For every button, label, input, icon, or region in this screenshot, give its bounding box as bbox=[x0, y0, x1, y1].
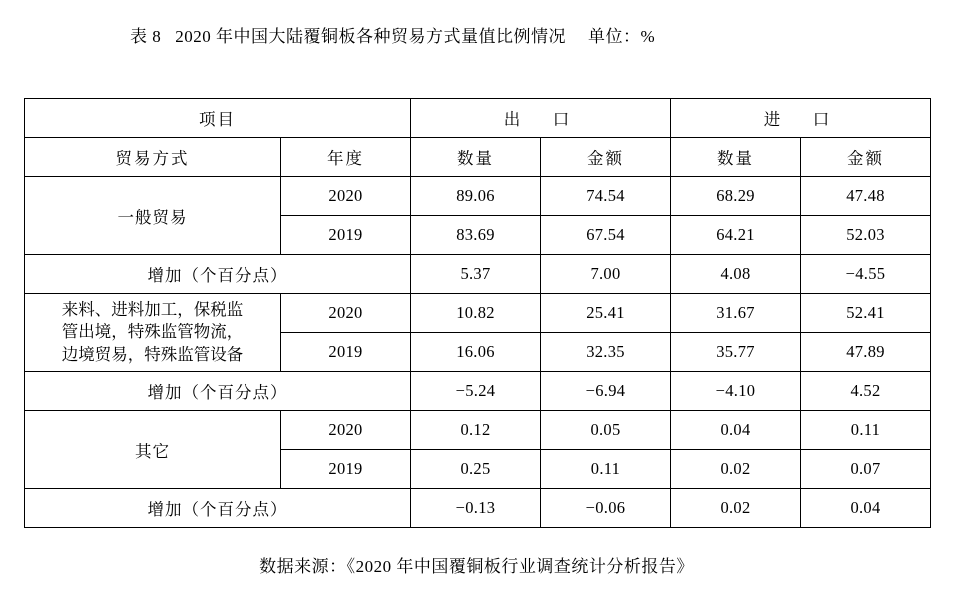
header-item: 项目 bbox=[25, 99, 411, 138]
group-label-line-1: 来料、进料加工，保税监 bbox=[61, 300, 244, 320]
increase-import-qty: 0.02 bbox=[671, 489, 801, 528]
cell-import-value: 0.07 bbox=[801, 450, 931, 489]
increase-import-value: 0.04 bbox=[801, 489, 931, 528]
table-row-increase bbox=[25, 489, 931, 528]
header-import-value: 金额 bbox=[801, 138, 931, 177]
table-caption bbox=[130, 22, 655, 47]
table-row bbox=[25, 177, 931, 216]
increase-import-value: −4.55 bbox=[801, 255, 931, 294]
table-number: 表 8 bbox=[130, 27, 162, 46]
cell-import-qty: 0.02 bbox=[671, 450, 801, 489]
group-label-other: 其它 bbox=[25, 411, 281, 489]
cell-export-qty: 0.25 bbox=[411, 450, 541, 489]
cell-import-value: 47.48 bbox=[801, 177, 931, 216]
increase-export-qty: −0.13 bbox=[411, 489, 541, 528]
cell-export-value: 74.54 bbox=[541, 177, 671, 216]
cell-export-qty: 10.82 bbox=[411, 294, 541, 333]
cell-export-qty: 16.06 bbox=[411, 333, 541, 372]
cell-import-qty: 31.67 bbox=[671, 294, 801, 333]
table-header-row-2 bbox=[25, 138, 931, 177]
header-export-qty: 数量 bbox=[411, 138, 541, 177]
cell-export-value: 67.54 bbox=[541, 216, 671, 255]
cell-year: 2019 bbox=[281, 216, 411, 255]
cell-import-qty: 35.77 bbox=[671, 333, 801, 372]
cell-import-value: 52.41 bbox=[801, 294, 931, 333]
header-import: 进 口 bbox=[671, 99, 931, 138]
cell-import-qty: 68.29 bbox=[671, 177, 801, 216]
cell-export-value: 32.35 bbox=[541, 333, 671, 372]
cell-import-value: 52.03 bbox=[801, 216, 931, 255]
cell-year: 2020 bbox=[281, 177, 411, 216]
cell-year: 2019 bbox=[281, 333, 411, 372]
increase-export-qty: 5.37 bbox=[411, 255, 541, 294]
cell-export-qty: 0.12 bbox=[411, 411, 541, 450]
table-row bbox=[25, 411, 931, 450]
table-header-row-1 bbox=[25, 99, 931, 138]
data-table bbox=[24, 98, 931, 528]
increase-label: 增加（个百分点） bbox=[25, 489, 411, 528]
increase-export-value: 7.00 bbox=[541, 255, 671, 294]
header-trade-mode: 贸易方式 bbox=[25, 138, 281, 177]
table-row bbox=[25, 294, 931, 333]
cell-export-qty: 89.06 bbox=[411, 177, 541, 216]
group-label-line-3: 边境贸易，特殊监管设备 bbox=[61, 344, 244, 364]
group-label-line-2: 管出境，特殊监管物流， bbox=[61, 322, 244, 342]
header-import-qty: 数量 bbox=[671, 138, 801, 177]
cell-import-value: 0.11 bbox=[801, 411, 931, 450]
cell-import-value: 47.89 bbox=[801, 333, 931, 372]
source-note: 数据来源：《2020 年中国覆铜板行业调查统计分析报告》 bbox=[259, 557, 694, 576]
table-title: 2020 年中国大陆覆铜板各种贸易方式量值比例情况 bbox=[175, 27, 566, 46]
cell-export-value: 0.05 bbox=[541, 411, 671, 450]
cell-year: 2020 bbox=[281, 294, 411, 333]
increase-export-value: −6.94 bbox=[541, 372, 671, 411]
header-year: 年度 bbox=[281, 138, 411, 177]
increase-import-qty: 4.08 bbox=[671, 255, 801, 294]
cell-year: 2020 bbox=[281, 411, 411, 450]
increase-import-qty: −4.10 bbox=[671, 372, 801, 411]
increase-export-value: −0.06 bbox=[541, 489, 671, 528]
increase-label: 增加（个百分点） bbox=[25, 372, 411, 411]
cell-import-qty: 64.21 bbox=[671, 216, 801, 255]
cell-year: 2019 bbox=[281, 450, 411, 489]
table-row-increase bbox=[25, 372, 931, 411]
header-export: 出 口 bbox=[411, 99, 671, 138]
cell-export-value: 25.41 bbox=[541, 294, 671, 333]
increase-label: 增加（个百分点） bbox=[25, 255, 411, 294]
cell-export-value: 0.11 bbox=[541, 450, 671, 489]
cell-export-qty: 83.69 bbox=[411, 216, 541, 255]
cell-import-qty: 0.04 bbox=[671, 411, 801, 450]
header-export-value: 金额 bbox=[541, 138, 671, 177]
group-label-processing-trade bbox=[25, 294, 281, 372]
increase-import-value: 4.52 bbox=[801, 372, 931, 411]
table-unit: 单位：% bbox=[588, 27, 656, 46]
group-label-general-trade: 一般贸易 bbox=[25, 177, 281, 255]
increase-export-qty: −5.24 bbox=[411, 372, 541, 411]
table-row-increase bbox=[25, 255, 931, 294]
